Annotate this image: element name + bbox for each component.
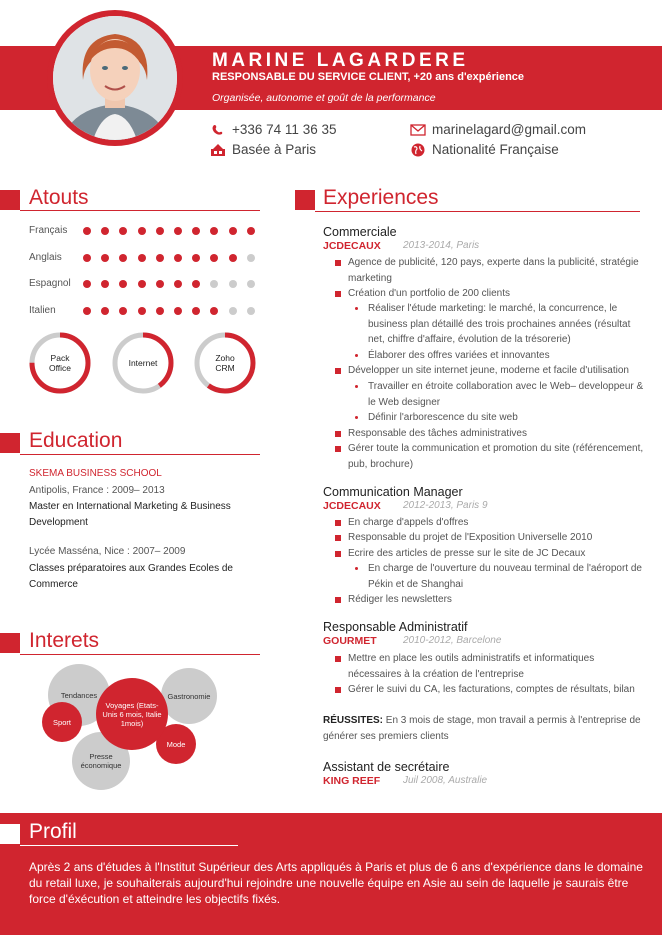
candidate-name: MARINE LAGARDERE (212, 50, 469, 71)
language-label: Français (29, 225, 68, 236)
language-level-dot (192, 307, 200, 315)
job-company: JCDECAUX (323, 240, 381, 252)
experiences-title: Experiences (323, 186, 439, 209)
candidate-tagline: Organisée, autonome et goût de la performance (212, 92, 436, 104)
language-level-dot (174, 307, 182, 315)
language-level-dot (229, 254, 237, 262)
achievements-label: RÉUSSITES: (323, 715, 384, 726)
language-level-dot (210, 227, 218, 235)
language-level-dot (156, 227, 164, 235)
lycee-place-dates: Lycée Masséna, Nice : 2007– 2009 (29, 546, 186, 557)
language-level-dot (101, 227, 109, 235)
lycee-degree: Classes préparatoires aux Grandes Ecoles de Commerce (29, 563, 233, 590)
nationality-text: Nationalité Française (432, 142, 559, 157)
language-level-dot (174, 254, 182, 262)
achievements (323, 713, 643, 745)
phone-contact (210, 122, 336, 137)
language-level-dot (192, 280, 200, 288)
language-level-dot (229, 227, 237, 235)
interets-marker (0, 633, 20, 653)
atouts-marker (0, 190, 20, 210)
school-degree: Master en International Marketing & Business Development (29, 501, 231, 528)
list-item: Création d'un portfolio de 200 clients (335, 286, 645, 302)
interest-bubble: Sport (42, 702, 82, 742)
language-level-dot (192, 227, 200, 235)
mail-icon (410, 123, 426, 137)
school-name: SKEMA BUSINESS SCHOOL (29, 468, 162, 479)
language-level-dot (229, 307, 237, 315)
job-company: KING REEF (323, 775, 381, 787)
job-title: Responsable Administratif (323, 620, 468, 634)
language-level-dot (138, 307, 146, 315)
phone-text: +336 74 11 36 35 (232, 122, 337, 137)
job-date: 2012-2013, Paris 9 (403, 500, 488, 511)
interest-bubble: Tendances (48, 664, 110, 726)
atouts-title: Atouts (29, 186, 89, 209)
avatar (47, 10, 183, 146)
language-label: Italien (29, 305, 56, 316)
language-level-dot (174, 227, 182, 235)
experiences-divider (315, 211, 640, 212)
language-level-dot (192, 254, 200, 262)
language-level-dot (210, 280, 218, 288)
language-level-dot (119, 280, 127, 288)
language-level-dot (101, 280, 109, 288)
profil-divider (20, 845, 238, 846)
nationality-contact (410, 142, 559, 157)
atouts-divider (20, 210, 260, 211)
language-level-dot (156, 254, 164, 262)
location-text: Basée à Paris (232, 142, 317, 157)
language-level-dot (138, 227, 146, 235)
globe-icon (410, 143, 426, 157)
language-level-dot (138, 280, 146, 288)
email-contact (410, 122, 586, 137)
interest-bubble: Gastronomie (161, 668, 217, 724)
location-contact (210, 142, 316, 157)
language-level-dot (83, 227, 91, 235)
language-level-dot (138, 254, 146, 262)
language-level-dot (156, 307, 164, 315)
language-level-dot (174, 280, 182, 288)
language-level-dot (247, 307, 255, 315)
language-level-dot (119, 307, 127, 315)
language-level-dot (83, 307, 91, 315)
interest-bubble: Presse économique (72, 732, 130, 790)
skill-label: Internet (128, 358, 158, 368)
list-item: Agence de publicité, 120 pays, experte dans la publicité, stratégie marketing (335, 255, 645, 286)
language-level-dot (210, 254, 218, 262)
education-divider (20, 454, 260, 455)
profil-marker (0, 824, 20, 844)
location-icon (210, 143, 226, 157)
skill-label: Zoho CRM (215, 353, 235, 373)
language-level-dot (83, 254, 91, 262)
interets-title: Interets (29, 629, 100, 652)
education-marker (0, 433, 20, 453)
email-text[interactable]: marinelagard@gmail.com (432, 122, 587, 137)
language-level-dot (247, 280, 255, 288)
job-date: 2010-2012, Barcelone (403, 635, 502, 646)
education-title: Education (29, 429, 123, 452)
language-level-dot (119, 227, 127, 235)
language-label: Espagnol (29, 278, 71, 289)
skill-label: Pack Office (48, 353, 72, 373)
job-title: Communication Manager (323, 485, 463, 499)
interests-bubbles (36, 662, 226, 792)
candidate-role: RESPONSABLE DU SERVICE CLIENT, +20 ans d'expérience (212, 71, 525, 83)
interest-bubble: Mode (156, 724, 196, 764)
language-level-dot (101, 254, 109, 262)
portrait-photo (53, 16, 177, 140)
language-level-dot (83, 280, 91, 288)
language-level-dot (247, 254, 255, 262)
achievements-text: En 3 mois de stage, mon travail a permis à l'entreprise de générer ses premiers clients (323, 715, 641, 742)
language-level-dot (210, 307, 218, 315)
interest-bubble: Voyages (Etats-Unis 6 mois, Italie 1mois) (96, 678, 168, 750)
profil-text: Après 2 ans d'études à l'Institut Supérieur des Arts appliqués à Paris et plus de 6 ans d'expérience dans le domaine du retail luxe, je souhaiterais aujourd'hui rejoindre une nouvelle équipe en Asie au sein de laquelle je saurais être force d'éxécution et atteindre les objectifs fixés. (29, 860, 643, 906)
job-date: Juil 2008, Australie (403, 775, 488, 786)
language-level-dot (119, 254, 127, 262)
language-label: Anglais (29, 252, 62, 263)
language-level-dot (247, 227, 255, 235)
interets-divider (20, 654, 260, 655)
experiences-marker (295, 190, 315, 210)
job-company: GOURMET (323, 635, 377, 647)
job-company: JCDECAUX (323, 500, 381, 512)
job-date: 2013-2014, Paris (403, 240, 480, 251)
job-title: Assistant de secrétaire (323, 760, 450, 774)
language-level-dot (156, 280, 164, 288)
phone-icon (210, 123, 226, 137)
school-place-dates: Antipolis, France : 2009– 2013 (29, 485, 165, 496)
job-title: Commerciale (323, 225, 397, 239)
language-level-dot (229, 280, 237, 288)
language-level-dot (101, 307, 109, 315)
profil-title: Profil (29, 820, 77, 843)
